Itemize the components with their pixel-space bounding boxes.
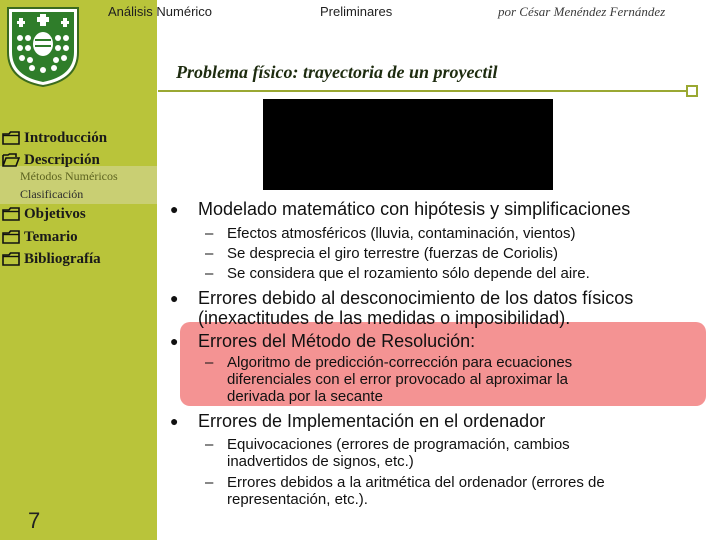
- header-section: Preliminares: [320, 4, 393, 19]
- nav-subitem-metodos-numericos[interactable]: Métodos Numéricos: [20, 169, 118, 183]
- nav-item-introduccion[interactable]: [2, 128, 107, 148]
- subbullet: [205, 354, 572, 405]
- bullet-modelado: [170, 199, 630, 219]
- video-placeholder[interactable]: [263, 99, 553, 190]
- subbullet-text: Se considera que el rozamiento sólo depende del aire.: [227, 265, 590, 282]
- subbullet: [205, 265, 590, 282]
- nav-item-label: Bibliografía: [24, 250, 101, 267]
- subbullet: [205, 436, 570, 470]
- bullet-errores-implementacion: [170, 411, 545, 431]
- nav-item-descripcion[interactable]: [2, 150, 100, 170]
- slide-title: Problema físico: trayectoria de un proyectil: [176, 62, 498, 82]
- subbullet-text-line: representación, etc.).: [227, 491, 368, 508]
- subbullet-text-line: inadvertidos de signos, etc.): [227, 453, 414, 470]
- folder-closed-icon: [2, 252, 20, 266]
- subbullet-text-line: Equivocaciones (errores de programación, cambios: [227, 436, 570, 453]
- bullet-errores-datos: [170, 288, 633, 328]
- bullet-text: Errores de Implementación en el ordenador: [198, 411, 546, 431]
- bullet-text: Modelado matemático con hipótesis y simplificaciones: [198, 199, 631, 219]
- title-underline-cap: [686, 85, 698, 97]
- nav-item-objetivos[interactable]: [2, 204, 86, 224]
- bullet-dot-icon: ●: [170, 290, 179, 306]
- header-course: Análisis Numérico: [108, 4, 213, 19]
- dash-icon: –: [205, 474, 214, 491]
- dash-icon: –: [205, 265, 214, 282]
- university-logo: [4, 4, 82, 88]
- subbullet-text-line: diferenciales con el error provocado al aproximar la: [227, 371, 569, 388]
- dash-icon: –: [205, 436, 214, 453]
- folder-closed-icon: [2, 207, 20, 221]
- bullet-text-line: (inexactitudes de las medidas o imposibilidad).: [198, 308, 571, 328]
- subbullet: [205, 245, 558, 262]
- header-author: por César Menéndez Fernández: [498, 4, 666, 19]
- title-underline: [158, 90, 698, 92]
- nav-item-label: Introducción: [24, 129, 108, 146]
- nav-item-label: Objetivos: [24, 205, 86, 222]
- subbullet: [205, 225, 575, 242]
- bullet-dot-icon: ●: [170, 201, 179, 217]
- nav-item-label: Temario: [24, 228, 78, 245]
- nav-item-bibliografia[interactable]: [2, 249, 101, 269]
- subbullet-text-line: Errores debidos a la aritmética del ordenador (errores de: [227, 474, 605, 491]
- dash-icon: –: [205, 245, 214, 262]
- dash-icon: –: [205, 354, 214, 371]
- bullet-dot-icon: ●: [170, 333, 179, 349]
- bullet-dot-icon: ●: [170, 413, 179, 429]
- bullet-text-line: Errores debido al desconocimiento de los datos físicos: [198, 288, 634, 308]
- bullet-errores-metodo: [170, 331, 475, 351]
- bullet-text: Errores del Método de Resolución:: [198, 331, 476, 351]
- subbullet-text-line: Algoritmo de predicción-corrección para ecuaciones: [227, 354, 573, 371]
- dash-icon: –: [205, 225, 214, 242]
- nav-item-temario[interactable]: [2, 227, 78, 247]
- subbullet: [205, 474, 605, 508]
- folder-closed-icon: [2, 230, 20, 244]
- subbullet-text: Efectos atmosféricos (lluvia, contaminación, vientos): [227, 225, 576, 242]
- nav-subitem-clasificacion[interactable]: Clasificación: [20, 187, 84, 201]
- subbullet-text: Se desprecia el giro terrestre (fuerzas de Coriolis): [227, 245, 558, 262]
- folder-closed-icon: [2, 131, 20, 145]
- page-number: 7: [28, 508, 41, 533]
- folder-open-icon: [2, 153, 20, 167]
- subbullet-text-line: derivada por la secante: [227, 388, 383, 405]
- nav-item-label: Descripción: [24, 151, 100, 168]
